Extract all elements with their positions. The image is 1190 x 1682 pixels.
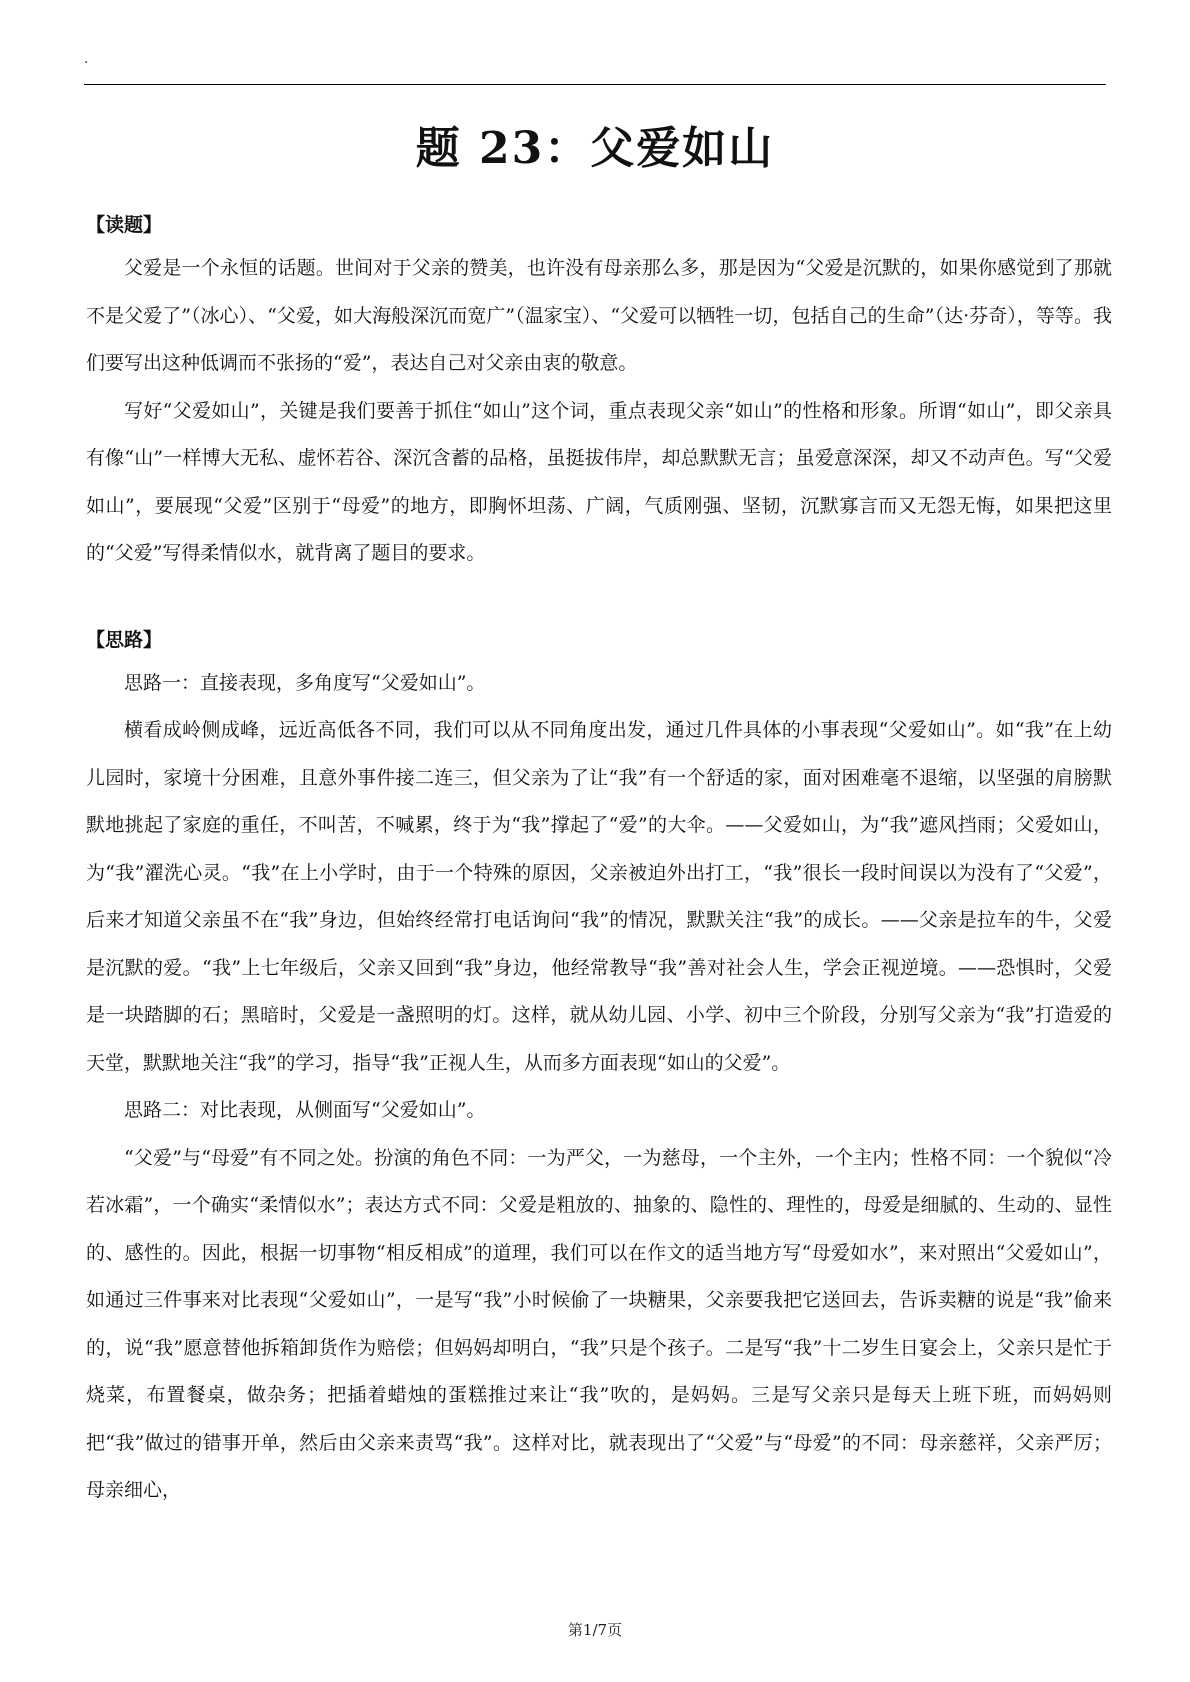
page-number: 第1/7页 xyxy=(567,1621,623,1639)
paragraph: 横看成岭侧成峰，远近高低各不同，我们可以从不同角度出发，通过几件具体的小事表现“父爱如山”。如“我”在上幼儿园时，家境十分困难，且意外事件接二连三，但父亲为了让“我”有一个舒适的家，面对困难毫不退缩，以坚强的肩膀默默地挑起了家庭的重任，不叫苦，不喊累，终于为“我”撑起了“爱”的大伞。——父爱如山，为“我”遮风挡雨；父爱如山，为“我”濯洗心灵。“我”在上小学时，由于一个特殊的原因，父亲被迫外出打工，“我”很长一段时间误以为没有了“父爱”，后来才知道父亲虽不在“我”身边，但始终经常打电话询问“我”的情况，默默关注“我”的成长。——父亲是拉车的牛，父爱是沉默的爱。“我”上七年级后，父亲又回到“我”身边，他经常教导“我”善对社会人生，学会正视逆境。——恐惧时，父爱是一块踏脚的石；黑暗时，父爱是一盏照明的灯。这样，就从幼儿园、小学、初中三个阶段，分别写父亲为“我”打造爱的天堂，默默地关注“我”的学习，指导“我”正视人生，从而多方面表现“如山的父爱”。 xyxy=(86,719,1112,1074)
page-title: 题 23：父爱如山 xyxy=(415,123,775,175)
paragraph: “父爱”与“母爱”有不同之处。扮演的角色不同：一为严父，一为慈母，一个主外，一个主内；性格不同：一个貌似“冷若冰霜”，一个确实“柔情似水”；表达方式不同：父爱是粗放的、抽象的、隐性的、理性的，母爱是细腻的、生动的、显性的、感性的。因此，根据一切事物“相反相成”的道理，我们可以在作文的适当地方写“母爱如水”，来对照出“父爱如山”，如通过三件事来对比表现“父爱如山”，一是写“我”小时候偷了一块糖果，父亲要我把它送回去，告诉卖糖的说是“我”偷来的，说“我”愿意替他拆箱卸货作为赔偿；但妈妈却明白，“我”只是个孩子。二是写“我”十二岁生日宴会上，父亲只是忙于烧菜，布置餐桌，做杂务；把插着蜡烛的蛋糕推过来让“我”吹的，是妈妈。三是写父亲只是每天上班下班，而妈妈则把“我”做过的错事开单，然后由父亲来责骂“我”。这样对比，就表现出了“父爱”与“母爱”的不同：母亲慈祥，父亲严厉；母亲细心， xyxy=(86,1146,1112,1501)
section-heading-approach: 【思路】 xyxy=(86,628,163,651)
header-mark: . xyxy=(84,51,89,67)
paragraph: 写好“父爱如山”，关键是我们要善于抓住“如山”这个词，重点表现父亲“如山”的性格和形象。所谓“如山”，即父亲具有像“山”一样博大无私、虚怀若谷、深沉含蓄的品格，虽挺拔伟岸，却总默默无言；虽爱意深深，却又不动声色。写“父爱如山”，要展现“父爱”区别于“母爱”的地方，即胸怀坦荡、广阔，气质刚强、坚韧，沉默寡言而又无怨无悔，如果把这里的“父爱”写得柔情似水，就背离了题目的要求。 xyxy=(86,399,1112,564)
header-rule xyxy=(84,84,1106,85)
paragraph: 思路二：对比表现，从侧面写“父爱如山”。 xyxy=(124,1099,486,1121)
paragraph: 父爱是一个永恒的话题。世间对于父亲的赞美，也许没有母亲那么多，那是因为“父爱是沉默的，如果你感觉到了那就不是父爱了”（冰心）、“父爱，如大海般深沉而宽广”（温家宝）、“父爱可以牺牲一切，包括自己的生命”（达·芬奇），等等。我们要写出这种低调而不张扬的“爱”，表达自己对父亲由衷的敬意。 xyxy=(86,257,1112,374)
section-heading-read: 【读题】 xyxy=(86,214,163,236)
paragraph: 思路一：直接表现，多角度写“父爱如山”。 xyxy=(124,671,486,694)
section-gap xyxy=(86,578,1112,620)
document-body xyxy=(86,205,1112,1515)
